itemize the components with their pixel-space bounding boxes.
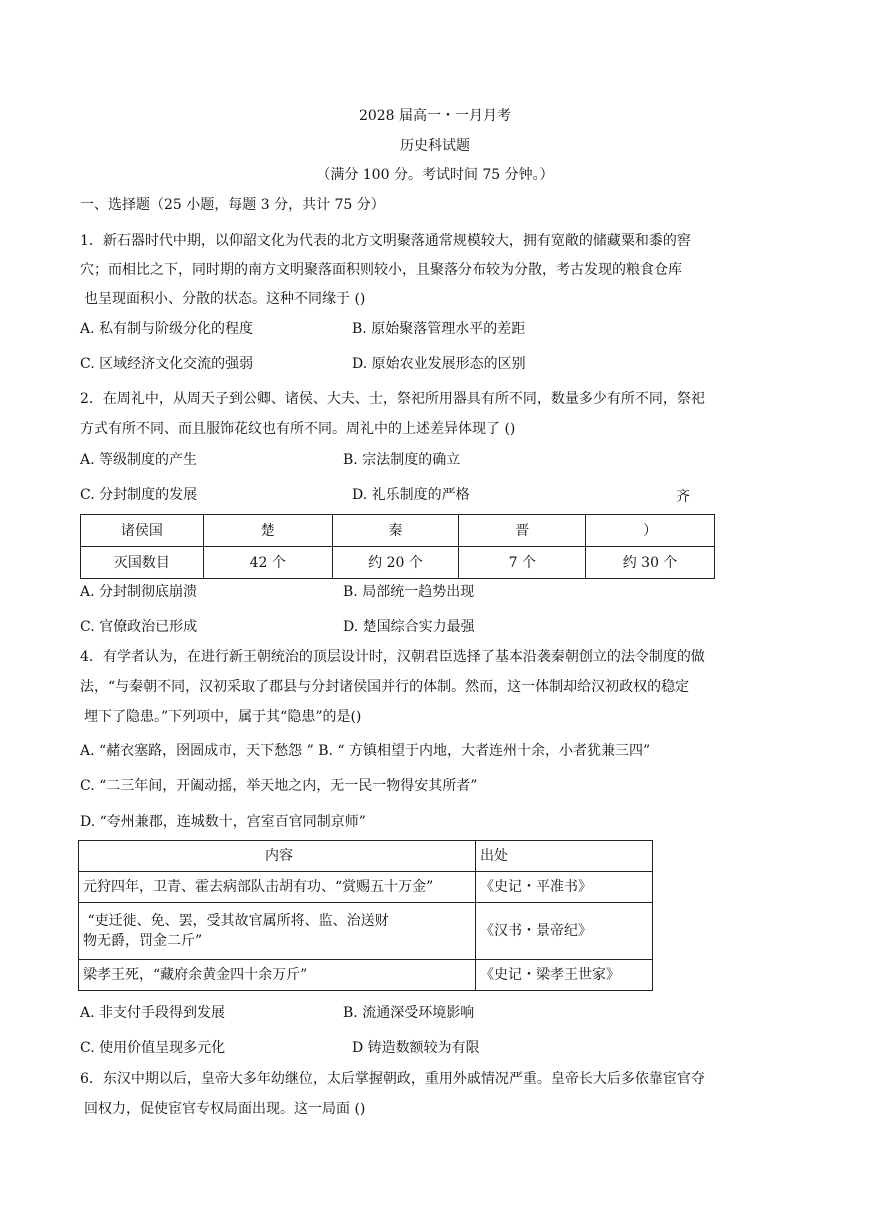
q3-table xyxy=(80,514,715,579)
table-row xyxy=(81,515,715,547)
table-cell: 《汉书・景帝纪》 xyxy=(476,903,653,960)
q2-stray-char: 齐 xyxy=(676,489,690,505)
section-title: 一、选择题（25 小题，每题 3 分，共计 75 分） xyxy=(80,197,385,213)
exam-title: 2028 届高一・一月月考 xyxy=(358,108,512,124)
table-row xyxy=(79,872,653,903)
q4-option-d: D. “夸州兼郡，连城数十，宫室百官同制京师” xyxy=(80,814,366,830)
q4-line1: 4．有学者认为，在进行新王朝统治的顶层设计时，汉朝君臣选择了基本沿袭秦朝创立的法令制度的做 xyxy=(80,649,705,665)
q5-option-b: B. 流通深受环境影响 xyxy=(343,1005,475,1021)
table-cell: 晋 xyxy=(459,515,586,547)
q2-line1: 2．在周礼中，从周天子到公卿、诸侯、大夫、士，祭祀所用器具有所不同，数量多少有所不同，祭祀 xyxy=(80,391,705,407)
q2-option-c: C. 分封制度的发展 xyxy=(80,487,198,503)
q1-option-c: C. 区域经济文化交流的强弱 xyxy=(80,356,254,372)
table-cell: 约 20 个 xyxy=(332,547,459,579)
q6-line2: 回权力，促使宦官专权局面出现。这一局面 () xyxy=(84,1101,366,1117)
table-cell: 《史记・平准书》 xyxy=(476,872,653,903)
table-cell: 元狩四年，卫青、霍去病部队击胡有功、“赏赐五十万金” xyxy=(79,872,476,903)
table-cell xyxy=(79,903,476,960)
table-cell: 秦 xyxy=(332,515,459,547)
table-cell: 7 个 xyxy=(459,547,586,579)
q1-option-d: D. 原始农业发展形态的区别 xyxy=(352,356,526,372)
q2-option-a: A. 等级制度的产生 xyxy=(80,452,198,468)
q3-option-a: A. 分封制彻底崩溃 xyxy=(80,584,198,600)
q1-line3: 也呈现面积小、分散的状态。这种不同缘于 () xyxy=(84,291,366,307)
table-cell: 灭国数目 xyxy=(81,547,204,579)
table-cell: 《史记・梁孝王世家》 xyxy=(476,960,653,991)
q6-line1: 6．东汉中期以后，皇帝大多年幼继位，太后掌握朝政，重用外戚情况严重。皇帝长大后多依靠宦官夺 xyxy=(80,1071,705,1087)
q1-line2: 穴；而相比之下，同时期的南方文明聚落面积则较小，且聚落分布较为分散，考古发现的粮食仓库 xyxy=(80,262,682,278)
table-cell: 诸侯国 xyxy=(81,515,204,547)
table-cell: 42 个 xyxy=(203,547,332,579)
table-cell: ） xyxy=(586,515,715,547)
q2-line2: 方式有所不同、而且服饰花纹也有所不同。周礼中的上述差异体现了 () xyxy=(80,421,516,437)
table-header-source: 出处 xyxy=(476,841,653,872)
q2-option-b: B. 宗法制度的确立 xyxy=(343,452,461,468)
q4-line2: 法，“与秦朝不同，汉初采取了郡县与分封诸侯国并行的体制。然而，这一体制却给汉初政权的稳定 xyxy=(80,679,690,695)
cell-line: 物无爵，罚金二斤” xyxy=(83,933,203,949)
q5-option-d: D 铸造数额较为有限 xyxy=(352,1040,480,1056)
exam-note: （满分 100 分。考试时间 75 分钟。） xyxy=(316,167,554,183)
table-header-content: 内容 xyxy=(79,841,476,872)
q1-option-b: B. 原始聚落管理水平的差距 xyxy=(352,321,526,337)
q3-option-d: D. 楚国综合实力最强 xyxy=(343,619,475,635)
subject-title: 历史科试题 xyxy=(400,138,470,154)
table-row xyxy=(81,547,715,579)
q2-option-d: D. 礼乐制度的严格 xyxy=(352,487,470,503)
q3-option-c: C. 官僚政治已形成 xyxy=(80,619,198,635)
q5-table xyxy=(78,840,653,991)
cell-line: “吏迁徙、免、罢，受其故官属所将、监、治送财 xyxy=(83,913,389,929)
q4-line3: 埋下了隐患。”下列项中，属于其“隐患”的是() xyxy=(84,709,362,725)
q3-option-b: B. 局部统一趋势出现 xyxy=(343,584,475,600)
q1-option-a: A. 私有制与阶级分化的程度 xyxy=(80,321,254,337)
table-row xyxy=(79,903,653,960)
table-row xyxy=(79,960,653,991)
table-cell: 楚 xyxy=(203,515,332,547)
q5-option-a: A. 非支付手段得到发展 xyxy=(80,1005,226,1021)
table-cell: 约 30 个 xyxy=(586,547,715,579)
q1-line1: 1．新石器时代中期，以仰韶文化为代表的北方文明聚落通常规模较大，拥有宽敞的储藏粟和黍的窖 xyxy=(80,233,691,249)
table-cell: 梁孝王死，“藏府余黄金四十余万斤” xyxy=(79,960,476,991)
q5-option-c: C. 使用价值呈现多元化 xyxy=(80,1040,226,1056)
q4-option-c: C. “二三年间，开阖动摇，举天地之内，无一民一物得安其所者” xyxy=(80,778,478,794)
table-row xyxy=(79,841,653,872)
q4-option-ab: A. “赭衣塞路，囹圄成市，天下愁怨 ” B. “ 方镇相望于内地，大者连州十余，小者犹兼三四” xyxy=(80,743,651,759)
